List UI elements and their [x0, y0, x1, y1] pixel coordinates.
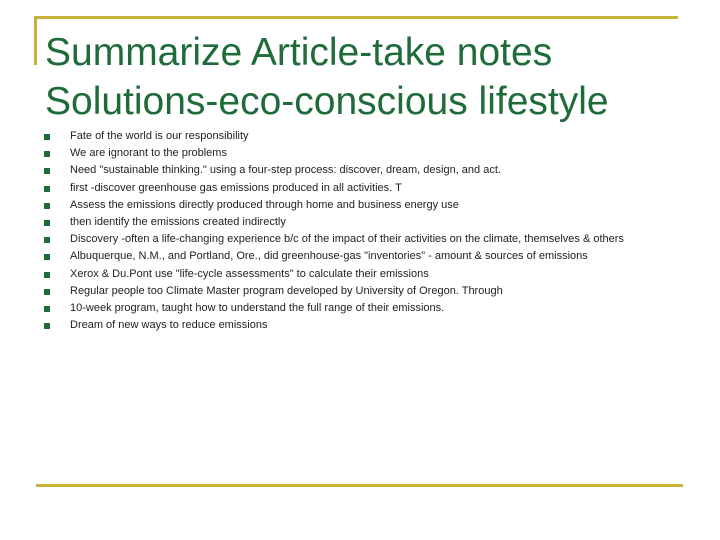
- bullet-list: [42, 128, 702, 334]
- bullet-text: Albuquerque, N.M., and Portland, Ore., did greenhouse-gas "inventories" - amount & sources of emissions: [70, 250, 588, 263]
- bullet-text: We are ignorant to the problems: [70, 147, 227, 160]
- slide-title-line-2: Solutions-eco-conscious lifestyle: [45, 80, 609, 123]
- square-bullet-icon: [44, 186, 50, 192]
- square-bullet-icon: [44, 237, 50, 243]
- list-item: [42, 248, 702, 265]
- square-bullet-icon: [44, 306, 50, 312]
- list-item: [42, 214, 702, 231]
- square-bullet-icon: [44, 203, 50, 209]
- bullet-text: Assess the emissions directly produced through home and business energy use: [70, 198, 459, 211]
- square-bullet-icon: [44, 254, 50, 260]
- bullet-text: Fate of the world is our responsibility: [70, 130, 249, 142]
- bullet-text: Dream of new ways to reduce emissions: [70, 319, 268, 332]
- bullet-text: Xerox & Du.Pont use "life-cycle assessments" to calculate their emissions: [70, 267, 429, 280]
- list-item: [42, 300, 702, 317]
- bullet-text: Discovery -often a life-changing experience b/c of the impact of their activities on the climate, themselves & others: [70, 233, 624, 246]
- frame-left-rule: [34, 16, 37, 65]
- square-bullet-icon: [44, 134, 50, 140]
- square-bullet-icon: [44, 272, 50, 278]
- list-item: [42, 162, 702, 179]
- list-item: [42, 197, 702, 214]
- bullet-text: Need "sustainable thinking." using a four-step process: discover, dream, design, and act.: [70, 164, 501, 177]
- slide-title-line-1: Summarize Article-take notes: [45, 31, 553, 74]
- square-bullet-icon: [44, 151, 50, 157]
- bullet-text: first -discover greenhouse gas emissions produced in all activities. T: [70, 181, 402, 194]
- bullet-text: then identify the emissions created indirectly: [70, 215, 286, 228]
- list-item: [42, 317, 702, 334]
- slide-title: [45, 28, 705, 126]
- list-item: [42, 145, 702, 162]
- bullet-text: 10-week program, taught how to understand the full range of their emissions.: [70, 301, 445, 314]
- square-bullet-icon: [44, 168, 50, 174]
- square-bullet-icon: [44, 323, 50, 329]
- list-item: [42, 231, 702, 248]
- bullet-text: Regular people too Climate Master program developed by University of Oregon. Through: [70, 284, 503, 297]
- frame-top-rule: [34, 16, 678, 19]
- list-item: [42, 180, 702, 197]
- list-item: [42, 283, 702, 300]
- frame-bottom-rule: [36, 484, 683, 487]
- square-bullet-icon: [44, 220, 50, 226]
- square-bullet-icon: [44, 289, 50, 295]
- list-item: [42, 266, 702, 283]
- list-item: [42, 128, 702, 145]
